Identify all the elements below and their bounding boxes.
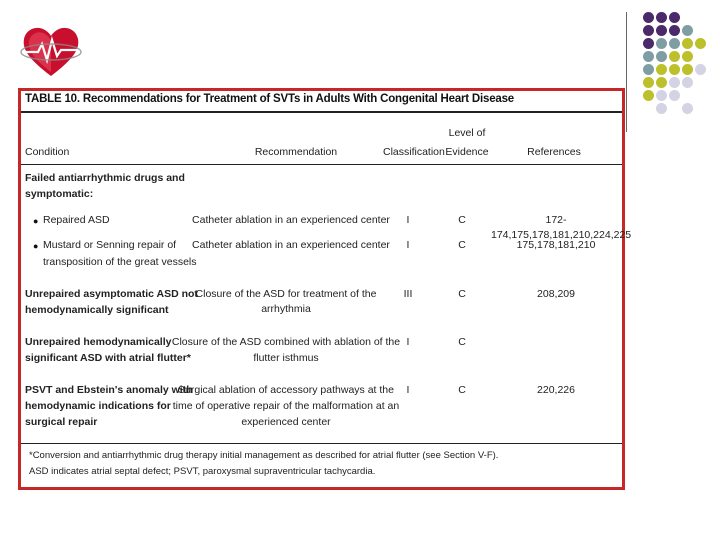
row-recommendation: Catheter ablation in an experienced center xyxy=(192,214,390,226)
table-title: TABLE 10. Recommendations for Treatment of SVTs in Adults With Congenital Heart Disease xyxy=(25,93,515,105)
row-level: C xyxy=(458,288,466,300)
row-recommendation: Catheter ablation in an experienced center xyxy=(192,239,390,251)
dot xyxy=(656,51,667,62)
row-classification: I xyxy=(406,336,410,348)
heart-logo-icon xyxy=(20,22,82,80)
footer-rule xyxy=(21,443,622,444)
bullet-icon: ● xyxy=(33,216,39,226)
row-level: C xyxy=(458,384,466,396)
dot xyxy=(669,38,680,49)
dot xyxy=(682,103,693,114)
dot xyxy=(656,90,667,101)
row-condition-line3: surgical repair xyxy=(25,416,98,428)
row-condition-line2: hemodynamic indications for xyxy=(25,400,171,412)
dot xyxy=(682,77,693,88)
vertical-divider xyxy=(626,12,627,132)
row-references: 220,226 xyxy=(537,384,575,396)
row-classification: I xyxy=(406,384,410,396)
dot xyxy=(643,38,654,49)
row-references: 175,178,181,210 xyxy=(516,239,596,251)
row-condition-line2: significant ASD with atrial flutter* xyxy=(25,352,191,364)
footnote-line2: ASD indicates atrial septal defect; PSVT, paroxysmal supraventricular tachycardia. xyxy=(29,466,376,477)
row-recommendation: Closure of the ASD for treatment of the arrhythmia xyxy=(195,288,377,315)
dot xyxy=(656,103,667,114)
dot xyxy=(643,64,654,75)
row-references: 208,209 xyxy=(537,288,575,300)
dot xyxy=(656,38,667,49)
row-condition: Unrepaired hemodynamically xyxy=(25,336,172,348)
row-condition-line2: transposition of the great vessels xyxy=(43,256,197,268)
dot xyxy=(682,38,693,49)
row-condition: PSVT and Ebstein's anomaly with xyxy=(25,384,193,396)
header-references: References xyxy=(527,146,581,158)
dot xyxy=(695,64,706,75)
dot xyxy=(643,12,654,23)
row-recommendation: Surgical ablation of accessory pathways at the xyxy=(178,384,394,396)
footnote-line1: *Conversion and antiarrhythmic drug therapy initial management as described for atrial flutter (see Section V-F). xyxy=(29,450,499,461)
dot xyxy=(656,12,667,23)
dot xyxy=(669,51,680,62)
row-references: 172-174,175,178,181,210,224,225 xyxy=(491,214,632,241)
header-level-line2: Evidence xyxy=(445,146,489,158)
dot xyxy=(643,51,654,62)
dot xyxy=(643,25,654,36)
dot xyxy=(695,38,706,49)
dot xyxy=(656,25,667,36)
row-condition-line2: hemodynamically significant xyxy=(25,304,169,316)
dot xyxy=(682,64,693,75)
dot xyxy=(669,64,680,75)
dot xyxy=(656,64,667,75)
header-condition: Condition xyxy=(25,146,70,158)
row-level: C xyxy=(458,239,466,251)
group-title-line2: symptomatic: xyxy=(25,188,94,200)
dot xyxy=(669,25,680,36)
dot xyxy=(669,77,680,88)
header-classification: Classification xyxy=(383,146,445,158)
dot xyxy=(643,77,654,88)
dot xyxy=(656,77,667,88)
row-classification: III xyxy=(403,288,413,300)
header-rule xyxy=(21,164,622,165)
row-condition: Unrepaired asymptomatic ASD not xyxy=(25,288,198,300)
row-recommendation-line3: experienced center xyxy=(241,416,331,428)
dot xyxy=(643,90,654,101)
row-level: C xyxy=(458,336,466,348)
header-recommendation: Recommendation xyxy=(254,146,338,158)
row-recommendation-line2: time of operative repair of the malformation at an xyxy=(172,400,400,412)
bullet-icon: ● xyxy=(33,241,39,251)
row-classification: I xyxy=(406,214,410,226)
row-recommendation: Closure of the ASD combined with ablation of the xyxy=(171,336,401,348)
row-level: C xyxy=(458,214,466,226)
table-frame xyxy=(18,88,632,490)
dot xyxy=(669,12,680,23)
row-classification: I xyxy=(406,239,410,251)
header-level-line1: Level of xyxy=(448,127,486,139)
title-rule xyxy=(21,111,622,113)
row-recommendation-line2: flutter isthmus xyxy=(253,352,319,364)
dot xyxy=(682,25,693,36)
row-condition: Mustard or Senning repair of xyxy=(43,239,177,251)
dot xyxy=(669,90,680,101)
dot xyxy=(682,51,693,62)
group-title-line1: Failed antiarrhythmic drugs and xyxy=(25,172,185,184)
row-condition: Repaired ASD xyxy=(43,214,110,226)
